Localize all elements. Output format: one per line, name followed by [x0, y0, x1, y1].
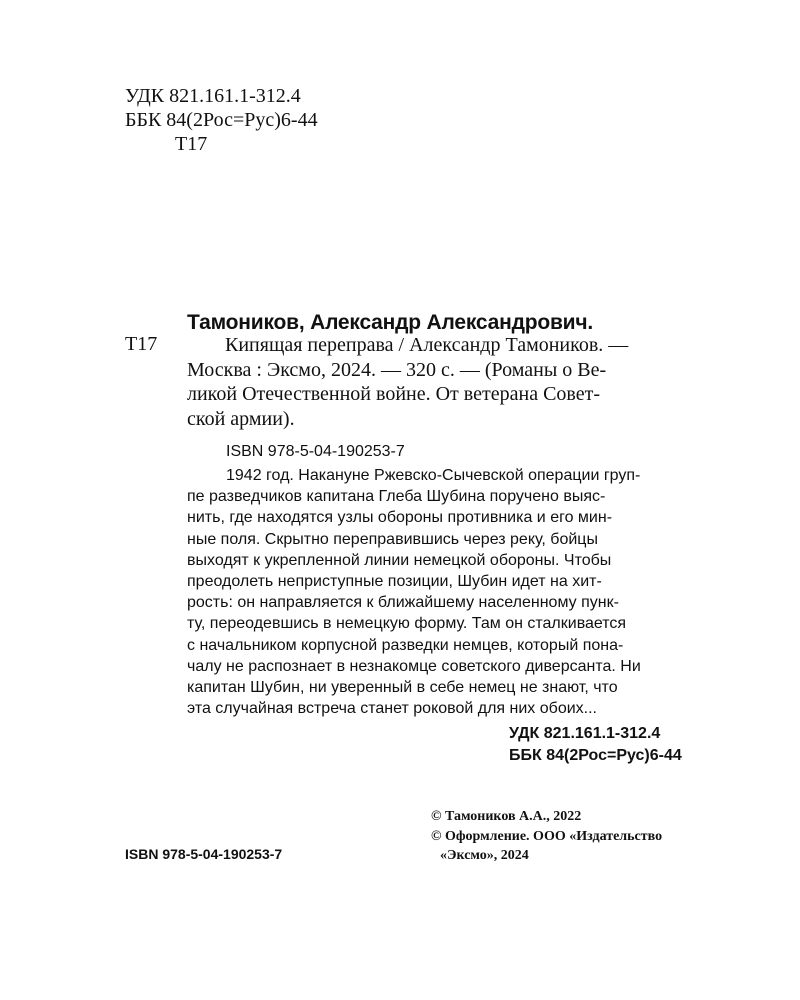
record-author-mark: Т17: [125, 333, 158, 355]
annotation-line: 1942 год. Накануне Ржевско-Сычевской операции груп-: [226, 467, 641, 484]
bibliographic-description: [187, 333, 709, 431]
isbn-bottom: ISBN 978-5-04-190253-7: [125, 846, 283, 862]
bbk-code: ББК 84(2Рос=Рус)6-44: [125, 109, 318, 131]
annotation-line: эта случайная встреча станет роковой для них обоих...: [187, 700, 597, 718]
author-mark: Т17: [175, 133, 208, 155]
title-line: ликой Отечественной войне. От ветерана Совет-: [187, 383, 601, 405]
title-line: Кипящая переправа / Александр Тамоников. —: [225, 334, 629, 356]
title-line: ской армии).: [187, 407, 295, 430]
isbn: ISBN 978-5-04-190253-7: [226, 443, 405, 460]
title-line: Москва : Эксмо, 2024. — 320 с. — (Романы о Ве-: [187, 358, 607, 381]
annotation-line: ные поля. Скрытно переправившись через реку, бойцы: [187, 530, 598, 548]
copyright-author: © Тамоников А.А., 2022: [431, 809, 582, 824]
annotation: [187, 465, 709, 719]
bbk-code: ББК 84(2Рос=Рус)6-44: [509, 747, 682, 764]
classification-codes-top: [125, 84, 318, 156]
annotation-line: рость: он направляется к ближайшему населенному пунк-: [187, 594, 619, 612]
copyright-design-continued: «Эксмо», 2024: [440, 848, 529, 863]
annotation-line: капитан Шубин, ни уверенный в себе немец не знают, что: [187, 679, 618, 697]
author-heading: Тамоников, Александр Александрович.: [187, 311, 594, 334]
annotation-line: с начальником корпусной разведки немцев, который пона-: [187, 636, 624, 654]
classification-codes-bottom: [509, 723, 682, 767]
annotation-line: ту, переодевшись в немецкую форму. Там он сталкивается: [187, 615, 627, 633]
copyright-block: [431, 807, 662, 866]
copyright-design: © Оформление. ООО «Издательство: [431, 828, 663, 844]
annotation-line: преодолеть неприступные позиции, Шубин идет на хит-: [187, 573, 602, 591]
annotation-line: выходят к укрепленной линии немецкой обороны. Чтобы: [187, 551, 612, 569]
udk-code: УДК 821.161.1-312.4: [125, 85, 301, 107]
annotation-line: нить, где находятся узлы обороны противника и его мин-: [187, 509, 613, 527]
udk-code: УДК 821.161.1-312.4: [509, 725, 661, 742]
annotation-line: пе разведчиков капитана Глеба Шубина поручено выяс-: [187, 488, 606, 506]
annotation-line: чалу не распознает в незнакомце советского диверсанта. Ни: [187, 657, 641, 675]
